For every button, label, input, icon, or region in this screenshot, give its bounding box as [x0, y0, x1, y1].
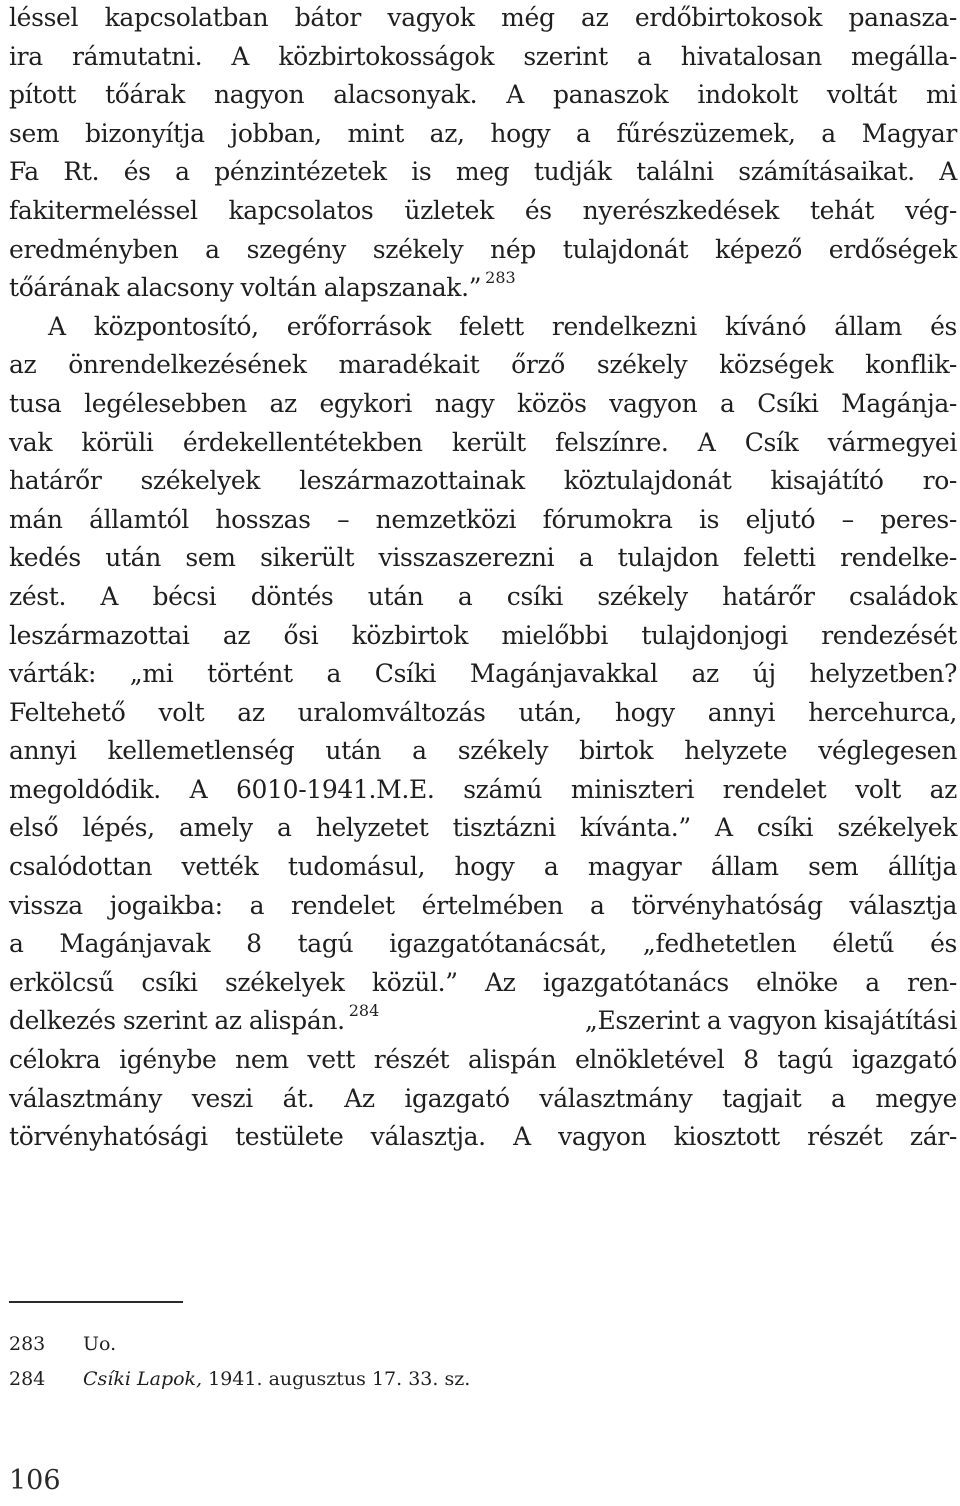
text-line: vissza jogaikba: a rendelet értelmében a törvényhatóság választja [9, 890, 957, 920]
text-line: sem bizonyítja jobban, mint az, hogy a fűrészüzemek, a Magyar [9, 118, 957, 148]
text-line: az önrendelkezésének maradékait őrző székely községek konflik- [9, 350, 957, 380]
page-number: 106 [9, 1465, 61, 1496]
text-line: kedés után sem sikerült visszaszerezni a tulajdon feletti rendelke- [9, 543, 957, 573]
footnote-marker-283: 283 [485, 267, 516, 287]
text-line: ira rámutatni. A közbirtokosságok szerint a hivatalosan megálla- [9, 41, 957, 71]
text-line: tusa legélesebben az egykori nagy közös vagyon a Csíki Magánja- [9, 388, 957, 418]
paragraph-start-line: A központosító, erőforrások felett rendelkezni kívánó állam és [48, 311, 957, 341]
text-line-part: „Eszerint a vagyon kisajátítási [584, 1006, 957, 1036]
text-line [9, 1002, 957, 1041]
text-line: Feltehető volt az uralomváltozás után, hogy annyi hercehurca, [9, 697, 957, 727]
text-line-part [9, 1002, 379, 1041]
text-line: választmány veszi át. Az igazgató választmány tagjait a megye [9, 1083, 957, 1113]
footnote-284 [9, 1362, 909, 1397]
text-line: Fa Rt. és a pénzintézetek is meg tudják találni számításaikat. A [9, 157, 957, 187]
body-text [9, 0, 957, 1157]
text-line: fakitermeléssel kapcsolatos üzletek és nyerészkedések tehát vég- [9, 195, 957, 225]
text-line: léssel kapcsolatban bátor vagyok még az erdőbirtokosok panasza- [9, 3, 957, 32]
text-line: csalódottan vették tudomásul, hogy a magyar állam sem állítja [9, 852, 957, 882]
text-line: célokra igénybe nem vett részét alispán elnökletével 8 tagú igazgató [9, 1045, 957, 1075]
footnote-number: 283 [9, 1333, 46, 1355]
footnote-number: 284 [9, 1368, 46, 1390]
footnote-marker-284: 284 [348, 1001, 380, 1021]
text-line [9, 269, 957, 308]
footnote-text: Uo. [83, 1333, 117, 1355]
footnote-divider [9, 1301, 183, 1303]
text-line: eredményben a szegény székely nép tulajdonát képező erdőségek [9, 234, 957, 264]
footnote-source-title: Csíki Lapok, [83, 1368, 203, 1390]
text-line: törvényhatósági testülete választja. A vagyon kiosztott részét zár- [9, 1122, 957, 1152]
text-line: pított tőárak nagyon alacsonyak. A panaszok indokolt voltát mi [9, 80, 957, 110]
text-line: leszármazottai az ősi közbirtok mielőbbi tulajdonjogi rendezését [9, 620, 957, 650]
text-line: annyi kellemetlenség után a székely birtok helyzete véglegesen [9, 736, 957, 766]
text-line: határőr székelyek leszármazottainak köztulajdonát kisajátító ro- [9, 466, 957, 496]
text-line-content: delkezés szerint az alispán. [9, 1006, 345, 1036]
footnotes [9, 1327, 909, 1397]
text-line: mán államtól hosszas – nemzetközi fórumokra is eljutó – peres- [9, 504, 957, 534]
text-line: megoldódik. A 6010-1941.M.E. számú miniszteri rendelet volt az [9, 774, 957, 804]
text-line-content: tőárának alacsony voltán alapszanak.” [9, 273, 482, 303]
footnote-text: 1941. augusztus 17. 33. sz. [202, 1368, 471, 1390]
text-line: vak körüli érdekellentétekben került felszínre. A Csík vármegyei [9, 427, 957, 457]
text-line: zést. A bécsi döntés után a csíki székely határőr családok [9, 581, 957, 611]
text-line: a Magánjavak 8 tagú igazgatótanácsát, „fedhetetlen életű és [9, 929, 957, 959]
footnote-283 [9, 1327, 909, 1362]
text-line: erkölcsű csíki székelyek közül.” Az igazgatótanács elnöke a ren- [9, 967, 957, 997]
text-line: első lépés, amely a helyzetet tisztázni kívánta.” A csíki székelyek [9, 813, 957, 843]
text-line: várták: „mi történt a Csíki Magánjavakkal az új helyzetben? [9, 659, 957, 689]
